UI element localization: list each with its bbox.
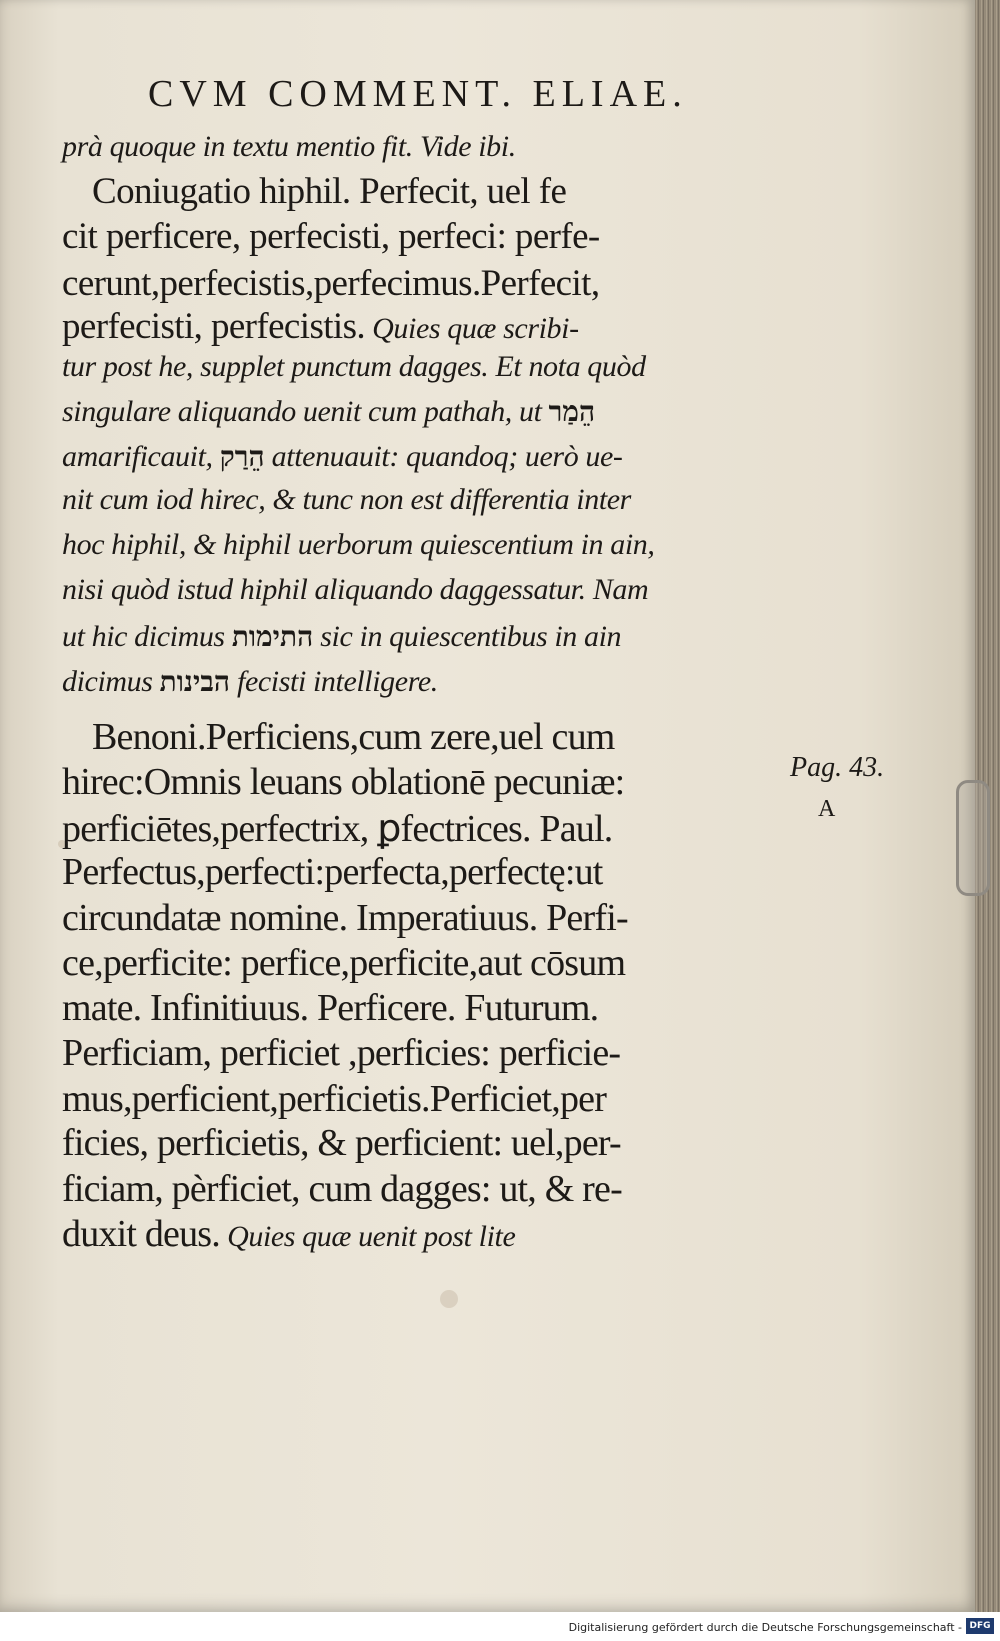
text-segment: mate. Infinitiuus. Perficere. Futurum. <box>62 987 599 1029</box>
text-line <box>62 806 612 851</box>
footer-credit: Digitalisierung gefördert durch die Deutsche Forschungsgemeinschaft - <box>568 1621 962 1634</box>
text-segment: singulare aliquando uenit cum pathah, ut <box>62 395 549 428</box>
text-line <box>62 215 600 258</box>
text-segment: ce,perficite: perfice,perficite,aut cōsum <box>62 942 626 984</box>
text-segment: perficiētes,perfectrix, ꝑfectrices. Paul. <box>62 808 613 850</box>
text-line <box>62 986 598 1030</box>
text-segment: fecisti intelligere. <box>229 665 438 698</box>
text-segment: Benoni.Perficiens,cum zere,uel cum <box>92 716 615 758</box>
text-segment: hirec:Omnis leuans oblationē pecuniæ: <box>62 761 625 803</box>
margin-letter: A <box>818 796 836 822</box>
text-segment: tur post he, supplet punctum dagges. Et nota quòd <box>62 350 646 383</box>
text-segment: nit cum iod hirec, & tunc non est differentia inter <box>62 483 631 516</box>
text-segment: sic in quiescentibus in ain <box>313 620 622 653</box>
margin-page-ref: Pag. 43. <box>790 752 885 783</box>
text-segment: Perficiam, perficiet ,perficies: perficie- <box>62 1032 621 1074</box>
text-line <box>62 620 621 654</box>
ink-spot <box>440 1290 458 1308</box>
clip-tab <box>956 780 990 896</box>
text-line <box>62 483 631 517</box>
text-segment: attenuauit: quandoq; uerò ue- <box>264 440 623 473</box>
text-segment: ficiam, pèrficiet, cum dagges: ut, & re- <box>62 1168 622 1210</box>
text-line <box>62 440 623 474</box>
text-segment: prà quoque in textu mentio fit. Vide ibi. <box>62 130 516 163</box>
text-segment: nisi quòd istud hiphil aliquando daggessatur. Nam <box>62 573 649 606</box>
text-segment: ut hic dicimus <box>62 620 232 653</box>
text-segment: Quies quæ scribi- <box>365 312 579 345</box>
text-segment: circundatæ nomine. Imperatiuus. Perfi- <box>62 897 628 939</box>
text-line <box>62 573 648 607</box>
hebrew-word: הֵמַר <box>548 395 596 428</box>
text-line <box>62 130 516 164</box>
text-segment: Coniugatio hiphil. Perfecit, uel fe <box>92 171 567 212</box>
hebrew-word: הֵרַק <box>219 440 265 473</box>
dfg-logo: DFG <box>966 1618 994 1634</box>
text-line <box>62 262 600 305</box>
text-line <box>62 665 438 699</box>
text-line <box>62 941 625 985</box>
text-segment: Quies quæ uenit post lite <box>219 1220 516 1253</box>
text-segment: hoc hiphil, & hiphil uerborum quiescentium in ain, <box>62 528 655 561</box>
text-line <box>62 896 628 940</box>
text-segment: perfecisti, perfecistis. <box>62 306 366 347</box>
text-segment: amarificauit, <box>62 440 220 473</box>
text-segment: duxit deus. <box>62 1213 220 1255</box>
text-line <box>62 1121 621 1165</box>
text-line <box>62 760 624 804</box>
footer-bar <box>0 1612 1000 1641</box>
text-segment: cit perficere, perfecisti, perfeci: perfe- <box>62 216 600 257</box>
text-line <box>62 850 603 894</box>
text-line <box>62 395 595 429</box>
running-header: CVM COMMENT. ELIAE. <box>148 73 688 115</box>
text-segment: mus,perficient,perficietis.Perficiet,per <box>62 1078 607 1120</box>
hebrew-word: הבינות <box>159 665 230 698</box>
text-line <box>62 305 579 348</box>
text-line <box>62 1031 620 1075</box>
text-line <box>62 350 646 384</box>
text-segment: dicimus <box>62 665 160 698</box>
text-segment: Perfectus,perfecti:perfecta,perfectę:ut <box>62 851 603 893</box>
text-line <box>62 1077 606 1121</box>
text-line <box>62 528 654 562</box>
text-line <box>62 1167 622 1211</box>
text-line <box>92 170 566 213</box>
text-line <box>62 1212 515 1256</box>
text-segment: cerunt,perfecistis,perfecimus.Perfecit, <box>62 263 600 304</box>
text-segment: ficies, perficietis, & perficient: uel,per- <box>62 1122 621 1164</box>
text-line <box>92 715 615 759</box>
hebrew-word: התימות <box>231 620 314 653</box>
